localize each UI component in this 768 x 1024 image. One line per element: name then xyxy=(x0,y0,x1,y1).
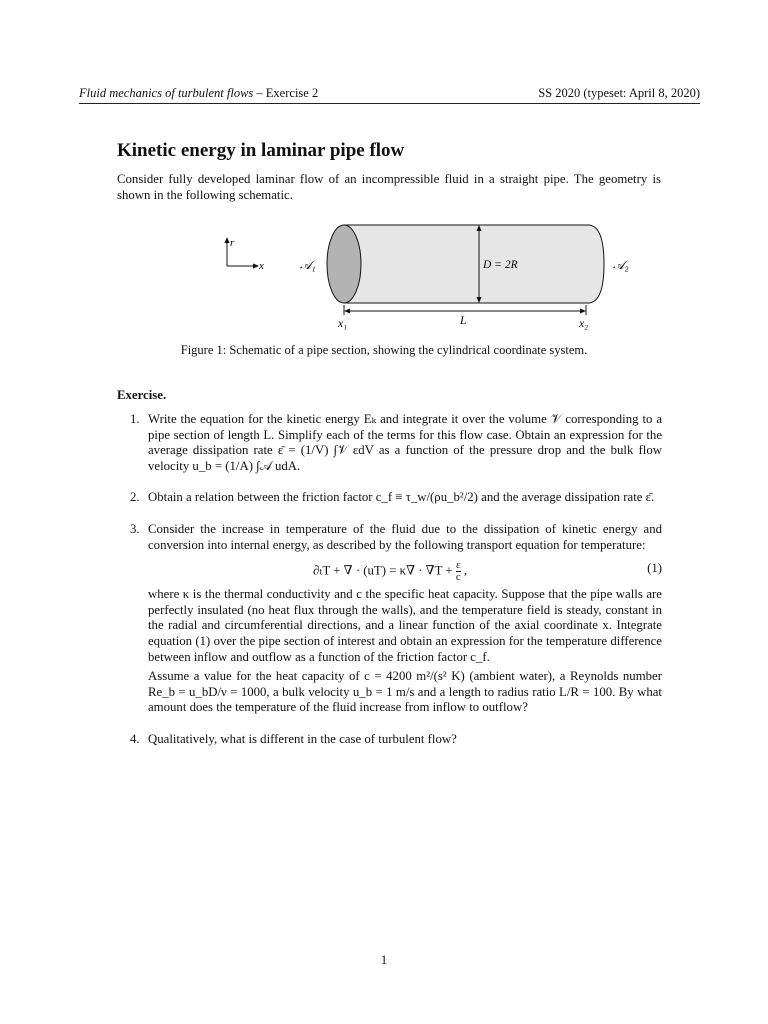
pipe-schematic xyxy=(200,222,650,337)
equation-body xyxy=(313,560,467,583)
page-title: Kinetic energy in laminar pipe flow xyxy=(117,140,405,161)
axis-r-label: r xyxy=(230,237,235,249)
pipe-inlet-face xyxy=(327,225,361,303)
item-text: Qualitatively, what is different in the case of turbulent flow? xyxy=(148,731,457,746)
header-course-title: Fluid mechanics of turbulent flows xyxy=(79,86,254,100)
item-text-assumptions: Assume a value for the heat capacity of c = 4200 m²/(s² K) (ambient water), a Reynolds number Re_b = u_bD/ν = 1000, a bulk velocity u_b = 1 m/s and a length to radius ratio L/R = 100. By what amount does the temperature of the fluid increase from inflow to outflow? xyxy=(148,669,662,715)
fraction-denominator: c xyxy=(455,571,461,584)
header-left xyxy=(79,86,318,101)
exercise-list xyxy=(117,412,662,748)
exercise-item-2 xyxy=(117,490,662,506)
item-number: 3. xyxy=(130,521,140,536)
exercise-heading: Exercise. xyxy=(117,388,167,402)
item-text-continued: where κ is the thermal conductivity and c the specific heat capacity. Suppose that the pipe walls are perfectly insulated (no heat flux through the walls), and the temperature field is steady, constant in the radial and circumferential directions, and a linear function of the axial coordinate x. Integrate equation (1) over the pipe section of interest and obtain an expression for the temperature difference between inflow and outflow as a function of the friction factor c_f. xyxy=(148,587,662,664)
item-number: 1. xyxy=(130,412,140,426)
equation-tail: , xyxy=(460,563,468,578)
r-axis-arrow xyxy=(225,237,230,243)
equation-number: (1) xyxy=(647,561,662,576)
intro-paragraph: Consider fully developed laminar flow of an incompressible fluid in a straight pipe. The geometry is shown in the following schematic. xyxy=(117,172,661,202)
fraction-numerator: ε xyxy=(455,559,461,572)
diameter-label: D = 2R xyxy=(483,259,518,271)
exercise-item-3 xyxy=(117,522,662,716)
page-number: 1 xyxy=(380,953,388,967)
header-rule xyxy=(79,103,700,104)
length-label: L xyxy=(460,315,467,327)
item-number: 2. xyxy=(130,490,140,505)
temperature-equation xyxy=(148,555,662,583)
item-text: Consider the increase in temperature of the fluid due to the dissipation of kinetic energy and conversion into internal energy, as described by the following transport equation for temperature: xyxy=(148,521,662,552)
x1-label: x₁ xyxy=(338,318,348,330)
area-a1-label: 𝒜₁ xyxy=(300,258,316,272)
exercise-item-4 xyxy=(117,732,662,748)
length-arrow-right xyxy=(580,309,586,314)
figure-caption: Figure 1: Schematic of a pipe section, showing the cylindrical coordinate system. xyxy=(180,343,588,357)
length-arrow-left xyxy=(344,309,350,314)
equation-lhs: ∂ₜT + ∇ · (uT) = κ∇ · ∇T + xyxy=(313,563,456,578)
header-exercise-number: – Exercise 2 xyxy=(253,86,319,100)
area-a2-label: 𝒜₂ xyxy=(613,258,629,272)
exercise-item-1 xyxy=(117,412,662,474)
pipe-body xyxy=(344,225,604,303)
x2-label: x₂ xyxy=(579,318,589,330)
item-text: Obtain a relation between the friction factor c_f ≡ τ_w/(ρu_b²/2) and the average dissipation rate ε̄. xyxy=(148,490,655,505)
axis-x-label: x xyxy=(259,260,264,272)
item-number: 4. xyxy=(130,731,140,746)
header-right: SS 2020 (typeset: April 8, 2020) xyxy=(538,86,700,100)
item-text: Write the equation for the kinetic energy Eₖ and integrate it over the volume 𝒱 corresponding to a pipe section of length L. Simplify each of the terms for this flow case. Obtain an expression for the average dissipation rate ε̄ = (1/V) ∫𝒱 εdV as a function of the pressure drop and the bulk flow velocity u_b = (1/A) ∫𝒜 udA. xyxy=(148,412,662,473)
